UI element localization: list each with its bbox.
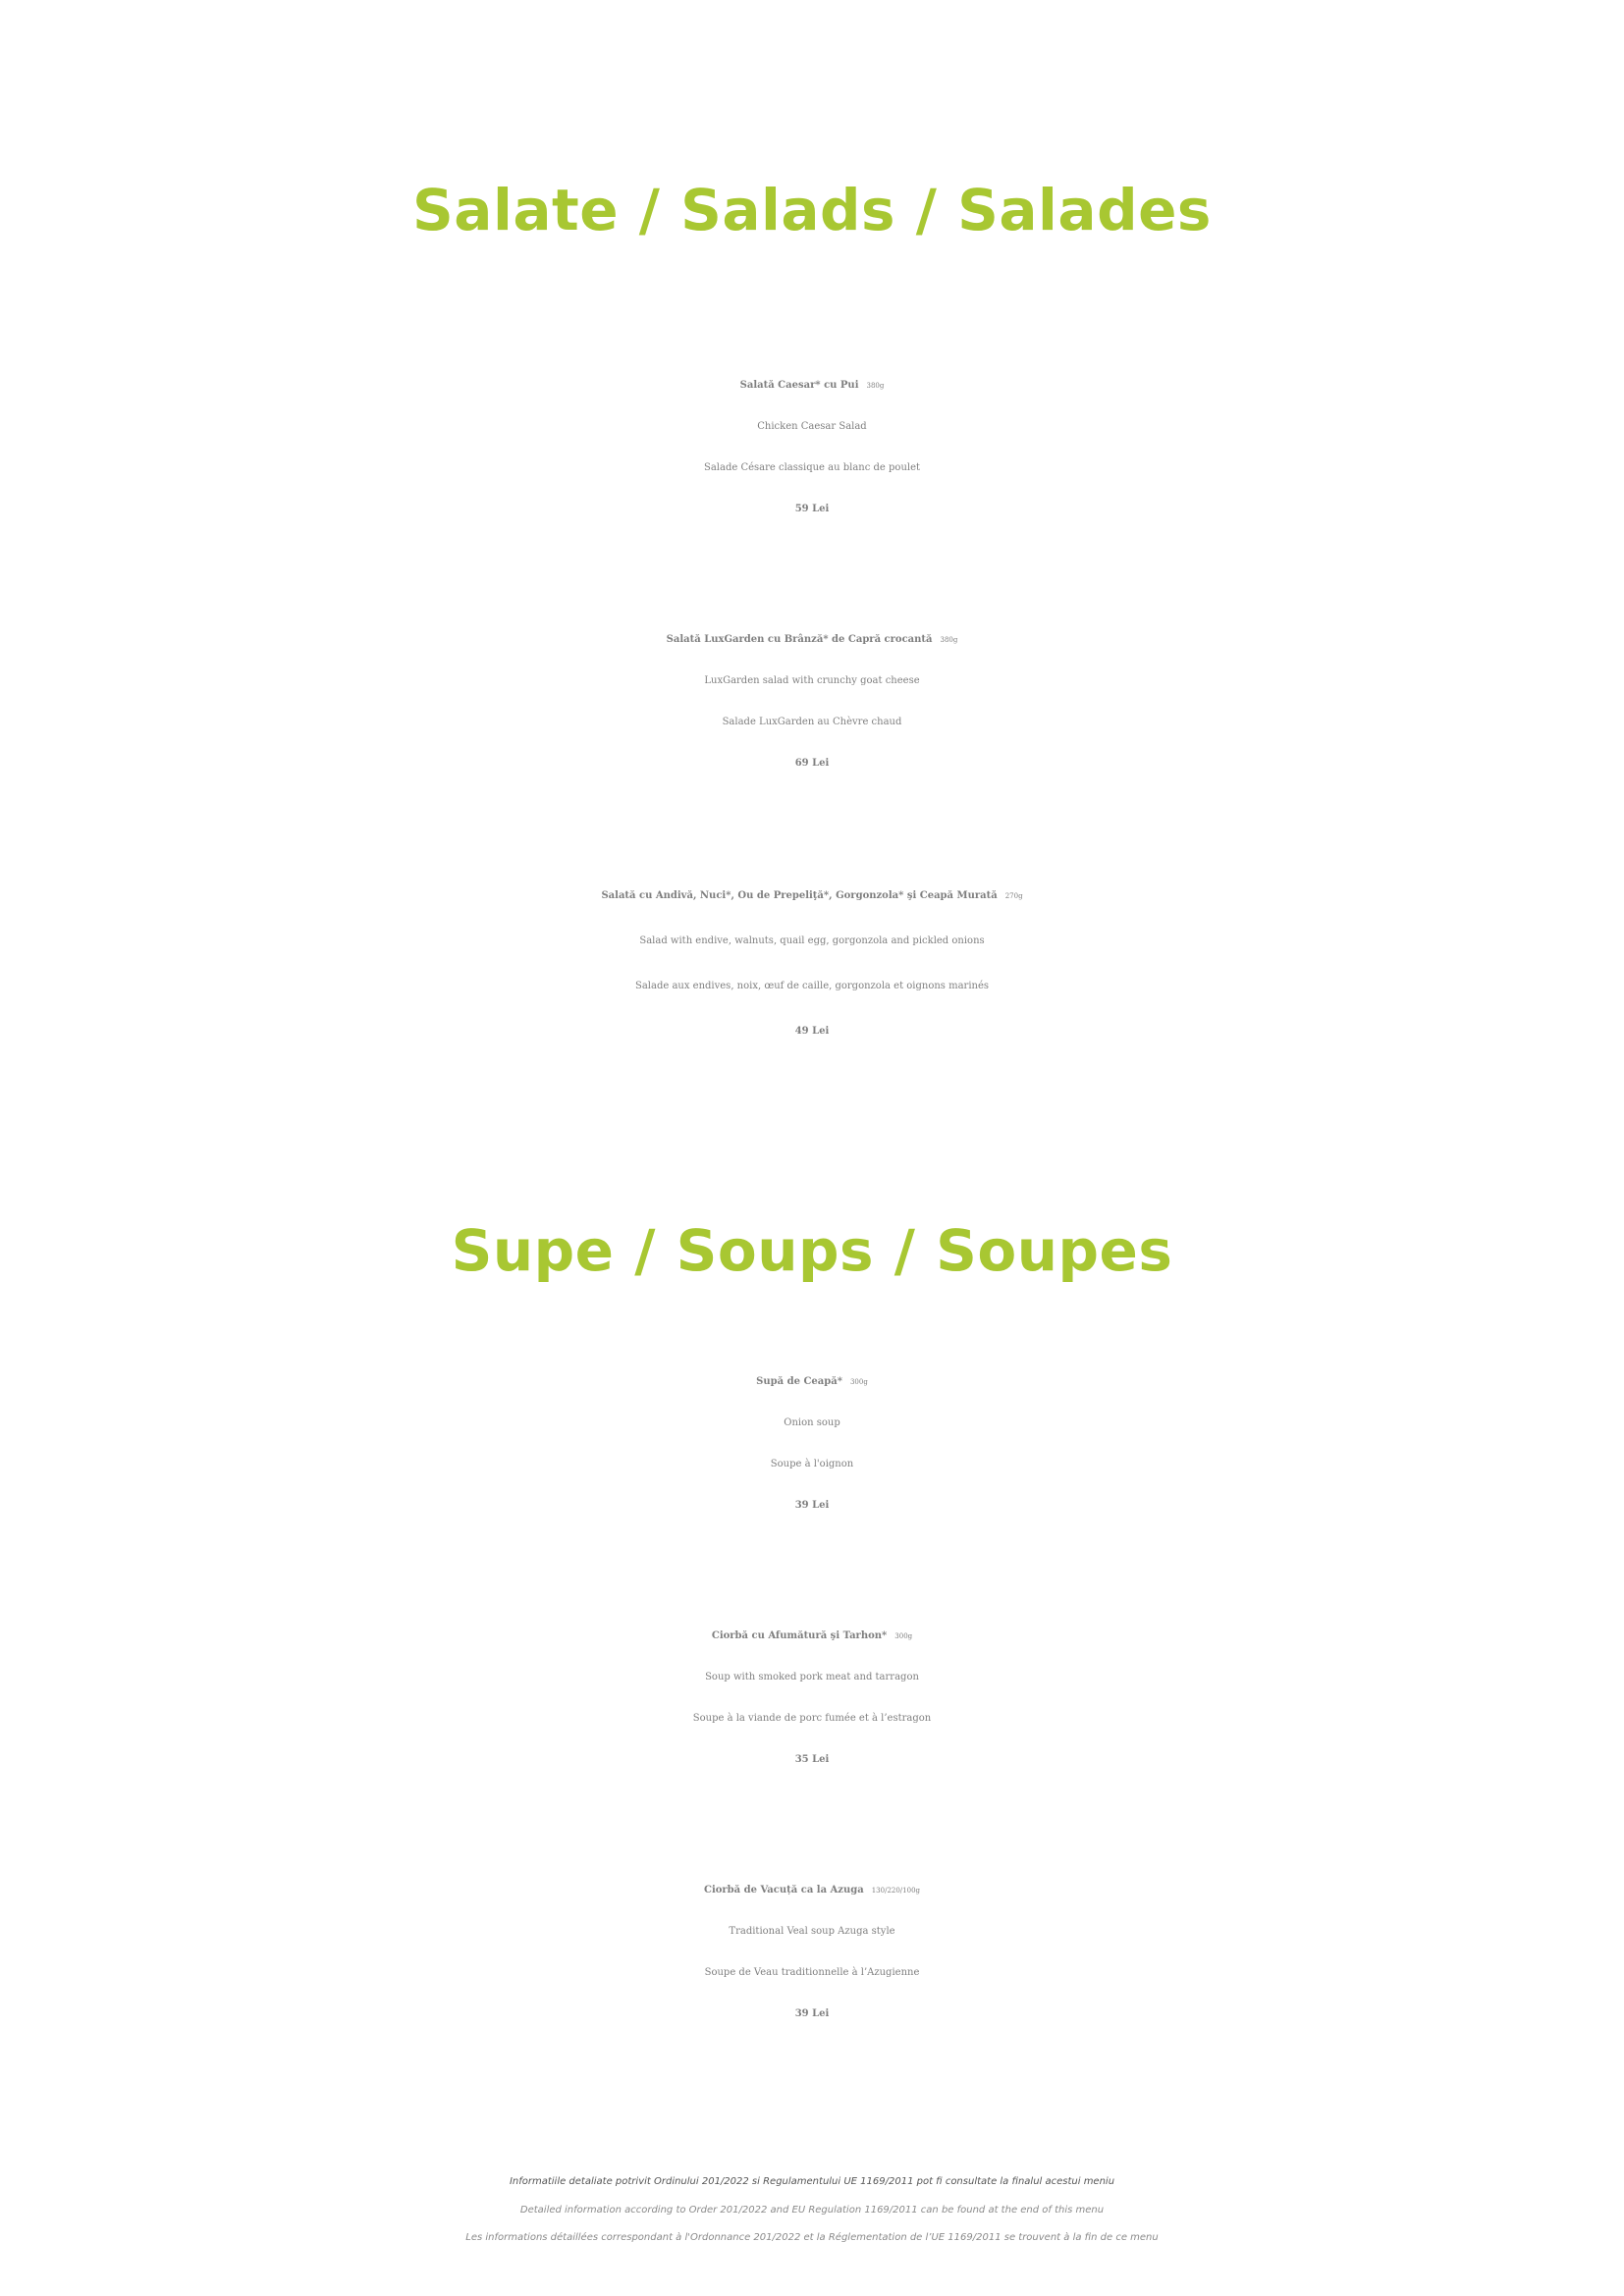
footer-note-fr: Les informations détaillées correspondant à l'Ordonnance 201/2022 et la Réglementation de l’UE 1169/2011 se trouvent à la fin de ce menu [465,2232,1159,2243]
item-french: Salade aux endives, noix, œuf de caille, gorgonzola et oignons marinés [634,981,990,991]
menu-item [0,365,1624,530]
item-price: 59 Lei [794,504,830,514]
item-price: 39 Lei [794,2008,830,2019]
menu-item [0,619,1624,784]
footer-note-ro: Informatiile detaliate potrivit Ordinului 201/2022 si Regulamentului UE 1169/2011 pot fi consultate la finalul acestui meniu [509,2176,1115,2187]
item-weight: 130/220/100g [871,1887,920,1895]
item-english: LuxGarden salad with crunchy goat cheese [704,675,920,686]
item-french: Soupe de Veau traditionnelle à l’Azugienne [704,1967,920,1978]
item-name: Salată LuxGarden cu Brânză* de Capră crocantă [666,634,933,645]
section-title-soups: Supe / Soups / Soupes [451,1217,1173,1284]
item-english: Salad with endive, walnuts, quail egg, gorgonzola and pickled onions [639,935,985,946]
item-english: Soup with smoked pork meat and tarragon [705,1672,919,1682]
item-price: 69 Lei [794,758,830,769]
item-price: 39 Lei [794,1500,830,1511]
menu-item [0,1870,1624,2035]
footer-note-en: Detailed information according to Order 201/2022 and EU Regulation 1169/2011 can be found at the end of this menu [519,2205,1105,2216]
item-french: Salade LuxGarden au Chèvre chaud [722,717,902,727]
item-english: Chicken Caesar Salad [757,421,867,432]
item-weight: 380g [866,382,885,390]
menu-item [0,1362,1624,1526]
item-name: Ciorbă cu Afumătură şi Tarhon* [711,1630,888,1641]
item-english: Traditional Veal soup Azuga style [729,1926,895,1937]
item-name: Ciorbă de Vacuță ca la Azuga [703,1885,864,1896]
item-weight: 300g [894,1632,913,1640]
item-name: Salată cu Andivă, Nuci*, Ou de Prepeliţă*, Gorgonzola* şi Ceapă Murată [601,890,998,901]
legal-footer [0,2167,1624,2251]
item-french: Salade Césare classique au blanc de poulet [703,462,921,473]
menu-item [0,874,1624,1054]
item-french: Soupe à l'oignon [770,1459,854,1469]
item-french: Soupe à la viande de porc fumée et à l’estragon [692,1713,932,1724]
item-weight: 380g [940,636,958,644]
item-name: Salată Caesar* cu Pui [739,380,859,391]
item-english: Onion soup [784,1417,840,1428]
item-weight: 270g [1004,892,1023,900]
menu-item [0,1616,1624,1781]
item-weight: 300g [849,1378,868,1386]
item-price: 35 Lei [794,1754,830,1765]
section-title-salads: Salate / Salads / Salades [412,177,1212,243]
item-price: 49 Lei [794,1026,830,1037]
item-name: Supă de Ceapă* [756,1376,842,1387]
